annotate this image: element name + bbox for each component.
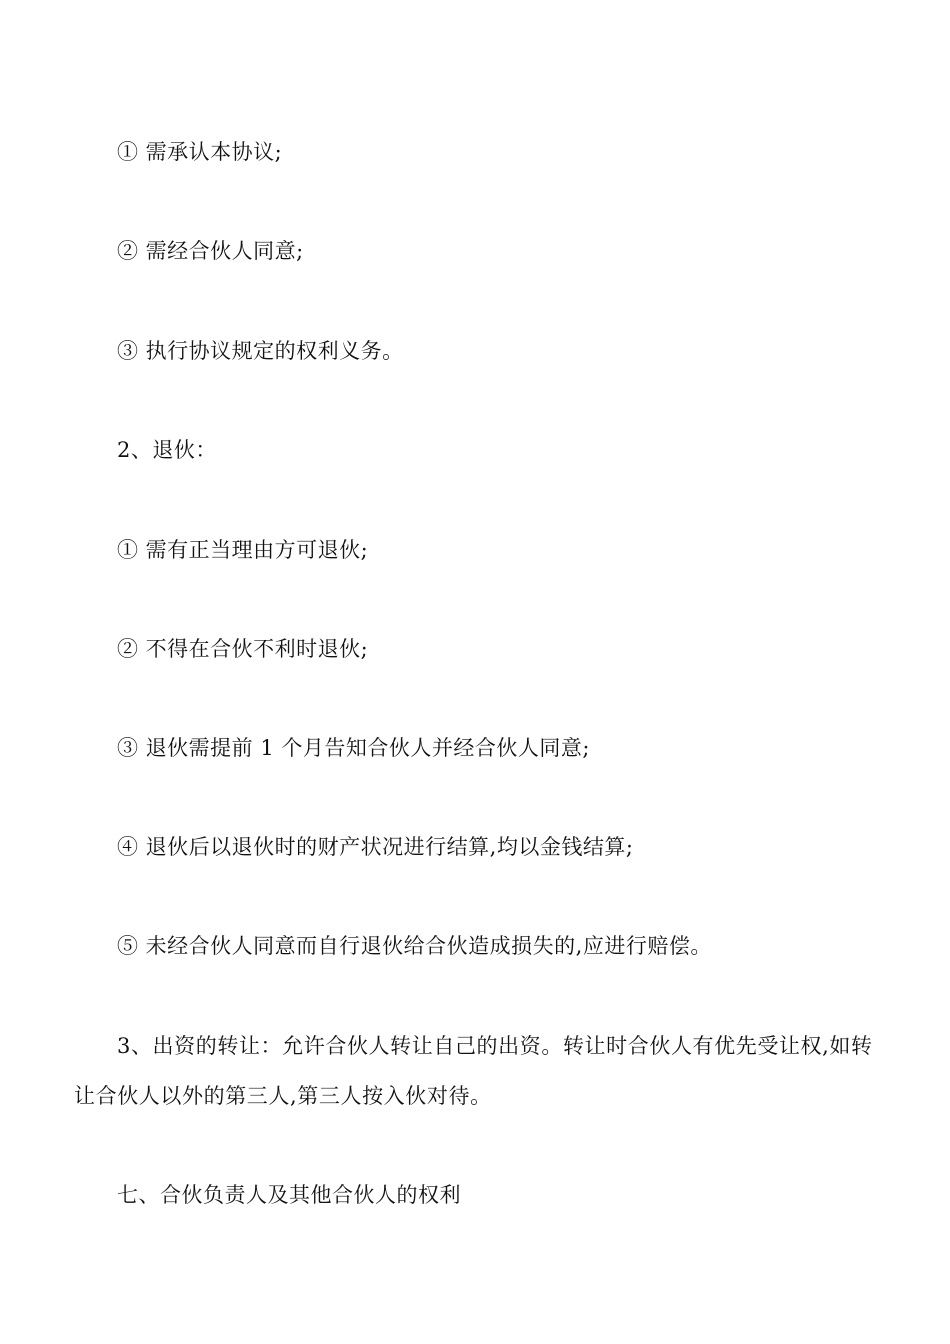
clause-advance-notice: ③ 退伙需提前 1 个月告知合伙人并经合伙人同意; [117, 736, 590, 760]
clause-rights-obligations: ③ 执行协议规定的权利义务。 [117, 339, 404, 363]
clause-partner-consent: ② 需经合伙人同意; [117, 239, 304, 263]
section-withdrawal-heading: 2、退伙： [117, 438, 217, 462]
section-heading-rights: 七、合伙负责人及其他合伙人的权利 [117, 1183, 461, 1207]
section-capital-transfer: 3、出资的转让：允许合伙人转让自己的出资。转让时合伙人有优先受让权,如转让合伙人以外的第三人,第三人按入伙对待。 [74, 1034, 873, 1108]
clause-settlement: ④ 退伙后以退伙时的财产状况进行结算,均以金钱结算; [117, 835, 634, 859]
clause-compensation: ⑤ 未经合伙人同意而自行退伙给合伙造成损失的,应进行赔偿。 [117, 934, 712, 958]
clause-accept-agreement: ① 需承认本协议; [117, 140, 283, 164]
clause-no-unfavorable-withdrawal: ② 不得在合伙不利时退伙; [117, 637, 369, 661]
clause-justified-reason: ① 需有正当理由方可退伙; [117, 538, 369, 562]
